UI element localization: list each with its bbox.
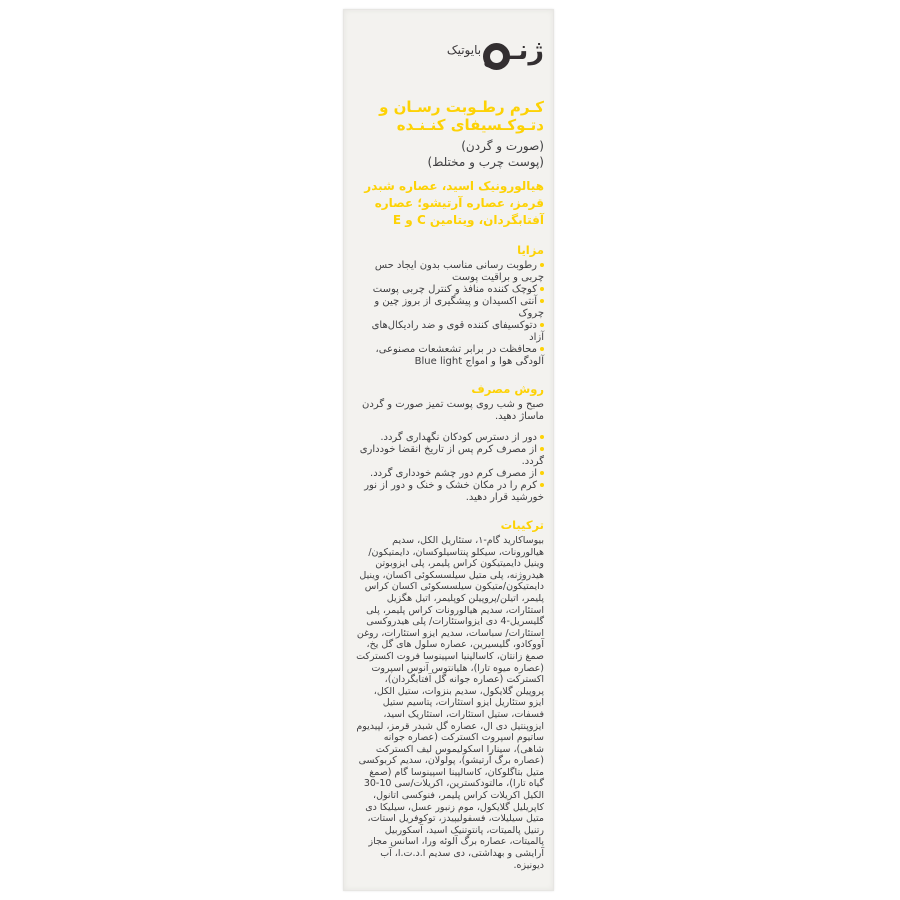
warning-item — [356, 468, 544, 480]
bullet-dot-icon — [540, 323, 544, 327]
warning-item — [356, 480, 544, 504]
brand-logo-ring-icon — [483, 43, 510, 70]
benefit-text: کوچک کننده منافذ و کنترل چربی پوست — [372, 284, 537, 295]
skin-type: (پوست چرب و مختلط) — [427, 155, 544, 169]
benefits-heading: مزایا — [517, 243, 544, 257]
product-box-front — [343, 9, 554, 891]
product-title-line2: دتـوکـسیفای کنـنـده — [396, 116, 544, 134]
brand-logo — [356, 37, 544, 70]
warning-text: از مصرف کرم پس از تاریخ انقضا خودداری گردد. — [359, 444, 544, 467]
brand-logo-subtext: بایوتیک — [446, 43, 482, 57]
product-title-line1: کـرم رطـوبت رسـان و — [379, 98, 544, 116]
bullet-dot-icon — [540, 447, 544, 451]
benefit-item — [356, 320, 544, 344]
benefit-item — [356, 344, 544, 368]
usage-heading: روش مصرف — [471, 382, 544, 396]
brand-logo-text: ژنـ — [509, 35, 544, 66]
warning-text: دور از دسترس کودکان نگهداری گردد. — [380, 432, 537, 443]
key-ingredients: هیالورونیک اسید، عصاره شبدر قرمز، عصاره آرتیشو؛ عصاره آفتابگردان، ویتامین C و E — [364, 179, 544, 227]
bullet-dot-icon — [540, 299, 544, 303]
benefit-item — [356, 284, 544, 296]
ingredients-heading: ترکیبات — [500, 518, 544, 532]
benefit-text: آنتی اکسیدان و پیشگیری از بروز چین و چروک — [374, 296, 544, 319]
bullet-dot-icon — [540, 471, 544, 475]
benefit-item — [356, 296, 544, 320]
bullet-dot-icon — [540, 287, 544, 291]
benefits-list — [356, 260, 544, 368]
warning-item — [356, 444, 544, 468]
bullet-dot-icon — [540, 483, 544, 487]
product-title — [356, 98, 544, 134]
warning-text: از مصرف کرم دور چشم خودداری گردد. — [370, 468, 537, 479]
benefit-item — [356, 260, 544, 284]
application-area: (صورت و گردن) — [461, 139, 544, 153]
bullet-dot-icon — [540, 347, 544, 351]
benefit-text: محافظت در برابر تشعشعات مصنوعی، آلودگی هوا و امواج Blue light — [375, 344, 544, 367]
warnings-list — [356, 432, 544, 504]
warning-item — [356, 432, 544, 444]
usage-instruction: صبح و شب روی پوست تمیز صورت و گردن ماساژ دهید. — [362, 399, 544, 422]
bullet-dot-icon — [540, 263, 544, 267]
benefit-text: رطوبت رسانی مناسب بدون ایجاد حس چربی و براقیت پوست — [374, 260, 544, 283]
benefit-text: دتوکسیفای کننده قوی و ضد رادیکال‌های آزاد — [371, 320, 544, 343]
ingredients-text: بیوساکارید گام-۱، ستئاریل الکل، سدیم هیالورونات، سیکلو پنتاسیلوکسان، دایمتیکون/وینیل دایمیتیکون کراس پلیمر، پلی ایزوبوتن هیدروژنه، پلی متیل سیلسسکوئی اکسان، وینیل دایمتیکون/متیکون سیلسسکوئی اکسان کراس پلیمر، اتیلن/پروپیلن کوپلیمر، اتیل هگزیل استئارات، سدیم هیالورونات کراس پلیمر، پلی گلیسریل-4 دی ایزواستئارات/ پلی هیدروکسی استئارات/ سباسات، سدیم ایزو استئارات، روغن آووکادو، گلیسیرین، عصاره سلول های گل یخ، صمغ زانتان، کاسالپنیا اسپینوسا فروت اکسترکت (عصاره میوه تارا)، هلیانتوس آنوس اسپروت اکسترکت (عصاره جوانه گل آفتابگردان)، پروپیلن گلایکول، سدیم بنزوات، ستیل الکل، ایزو ستئاریل ایزو استئارات، پتاسیم ستیل فسفات، ستیل استئارات، استئاریک اسید، ایزوپنتیل دی ال، عصاره گل شبدر قرمز، لپیدیوم ساتیوم اسپروت اکسترکت (عصاره جوانه شاهی)، سینارا اسکولیموس لیف اکسترکت (عصاره برگ آرتیشو)، پولولان، سدیم کربوکسی متیل بتاگلوکان، کاسالپینا اسپینوسا گام (صمغ گیاه تارا)، مالتودکسترین، اکریلات/سی 10-30 الکیل اکریلات کراس پلیمر، فنوکسی اتانول، کاپریلیل گلایکول، موم زنبور عسل، سیلیکا دی متیل سیلیلات، فسفولیپیدز، توکوفریل استات، رتنیل پالمیتات، پانتوتنیک اسید، آسکوربیل پالمیتات، عصاره برگ آلوئه ورا، اسانس مجاز آرایشی و بهداشتی، دی سدیم ا.د.ت.ا، آب دیونیزه. — [356, 535, 544, 871]
warning-text: کرم را در مکان خشک و خنک و دور از نور خورشید قرار دهید. — [364, 480, 544, 503]
bullet-dot-icon — [540, 435, 544, 439]
box-content — [344, 37, 553, 871]
